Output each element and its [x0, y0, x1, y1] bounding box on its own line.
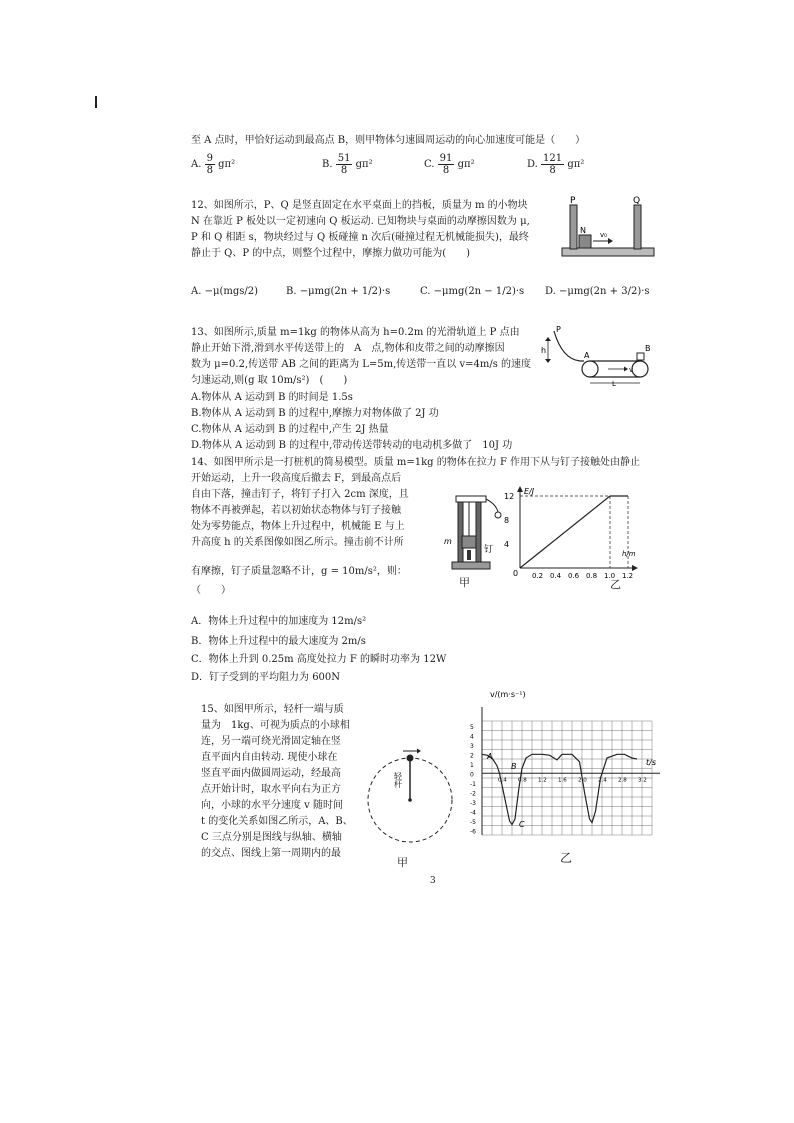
q15-velocity-curve — [482, 754, 637, 824]
q15-line-6: 点开始计时，取水平向右为正方 — [201, 784, 341, 795]
q15-x-tick: 3.2 — [638, 777, 647, 784]
q15-y-tick: -1 — [470, 780, 476, 788]
q12-label-n: N — [580, 226, 586, 235]
q13-line-3: 数为 μ=0.2,传送带 AB 之间的距离为 L=5m,传送带一直以 v=4m/s 的速度 — [191, 359, 532, 370]
q14-base — [452, 562, 490, 569]
q14-line-3: 自由下落，撞击钉子，将钉子打入 2cm 深度，且 — [191, 489, 409, 500]
q15-line-8: t 的变化关系如图乙所示，A、B、 — [201, 816, 353, 827]
q15-rod-label: 轻杆 — [393, 772, 403, 788]
q15-point-c: C — [519, 820, 525, 829]
q11-option-c: C. $\frac{91}{8}$ gπ² — [424, 153, 475, 176]
q15-point-a: A — [487, 752, 493, 761]
page-number: 3 — [430, 876, 436, 886]
q14-line-4: 物体不再被弹起，若以初始状态物体与钉子接触 — [191, 505, 401, 516]
q15-x-tick: 0.8 — [518, 777, 527, 784]
q14-label-ding: 钉 — [484, 545, 494, 555]
q12-option-c: C. −μmg(2n − 1/2)·s — [420, 286, 525, 297]
q15-y-tick: 1 — [470, 761, 474, 769]
q13-slope — [554, 331, 584, 361]
q14-nail — [467, 550, 471, 560]
q15-line-7: 向，小球的水平分速度 v 随时间 — [201, 800, 344, 811]
q15-y-tick: -3 — [470, 799, 476, 807]
q14-option-b: B．物体上升过程中的最大速度为 2m/s — [191, 636, 366, 647]
q13-label-h: h — [541, 346, 547, 355]
q14-frame-left — [458, 502, 463, 562]
q13-line-1: 13、如图所示,质量 m=1kg 的物体从高为 h=0.2m 的光滑轨道上 P 点由 — [191, 327, 520, 338]
q14-energy-line — [520, 496, 610, 568]
q13-line-2: 静止开始下滑,滑到水平传送带上的 A 点,物体和皮带之间的动摩擦因 — [191, 343, 505, 354]
q15-y-tick: 4 — [470, 733, 474, 741]
q12-label-p: P — [570, 196, 576, 206]
q12-line-1: 12、如图所示，P、Q 是竖直固定在水平桌面上的挡板，质量为 m 的小物块 — [191, 200, 528, 211]
q12-line-4: 静止于 Q、P 的中点，则整个过程中，摩擦力做功可能为( ) — [191, 248, 471, 259]
q15-figure-jia — [362, 738, 462, 848]
q12-plate-p — [570, 205, 577, 249]
q15-x-tick: 2.8 — [618, 777, 627, 784]
q14-x-tick: 1.2 — [622, 572, 634, 580]
q13-line-4: 匀速运动,则(g 取 10m/s²) ( ) — [191, 375, 348, 386]
q13-figure — [540, 325, 660, 387]
q13-option-b: B.物体从 A 运动到 B 的过程中,摩擦力对物体做了 2J 功 — [191, 408, 439, 419]
q15-ylabel: v/(m·s⁻¹) — [490, 690, 526, 699]
q14-label-m: m — [444, 537, 452, 546]
q15-y-tick: -6 — [470, 828, 476, 836]
q15-line-1: 15、如图甲所示，轻杆一端与质 — [201, 704, 344, 715]
q15-x-tick: 2.4 — [598, 777, 607, 784]
q14-line-5: 处为零势能点，物体上升过程中，机械能 E 与上 — [191, 521, 405, 532]
q15-y-tick: 2 — [470, 752, 474, 760]
q11-option-a: A. $\frac{9}{8}$ gπ² — [191, 153, 236, 176]
q13-pulley-left — [582, 361, 598, 377]
q14-line-2: 开始运动，上升一段高度后撤去 F，到最高点后 — [191, 473, 402, 484]
q15-y-tick: -5 — [470, 818, 476, 826]
q13-label-v: v — [629, 366, 634, 374]
q15-xlabel: t/s — [646, 758, 656, 767]
q11-stem: 至 A 点时，甲恰好运动到最高点 B，则甲物体匀速圆周运动的向心加速度可能是（ ） — [191, 135, 586, 146]
q12-block-n — [579, 235, 591, 248]
q13-option-a: A.物体从 A 运动到 B 的时间是 1.5s — [191, 392, 353, 403]
q13-option-c: C.物体从 A 运动到 B 的过程中,产生 2J 热量 — [191, 424, 389, 435]
q15-ball — [407, 755, 414, 762]
q12-option-a: A. −μ(mgs/2) — [191, 286, 259, 297]
q13-label-p: P — [556, 325, 561, 334]
q15-line-4: 直平面内自由转动. 现使小球在 — [201, 752, 338, 763]
q15-caption-yi: 乙 — [560, 851, 573, 865]
q14-frame-top — [456, 496, 486, 502]
q15-y-tick: 0 — [470, 771, 474, 779]
q12-option-d: D. −μmg(2n + 3/2)·s — [545, 286, 650, 297]
q15-velocity-chart — [470, 685, 666, 845]
q12-line-3: P 和 Q 相距 s，物块经过与 Q 板碰撞 n 次后(碰撞过程无机械能损失)，最终 — [191, 232, 529, 243]
q14-x-tick: 0.4 — [550, 572, 562, 580]
q15-y-tick: 3 — [470, 742, 474, 750]
q14-caption-yi: 乙 — [610, 578, 621, 591]
q13-option-d: D.物体从 A 运动到 B 的过程中,带动传送带转动的电动机多做了 10J 功 — [191, 440, 513, 451]
q14-option-a: A．物体上升过程中的加速度为 12m/s² — [191, 616, 367, 627]
q14-y-tick: 12 — [504, 492, 515, 501]
q12-plate-q — [634, 205, 641, 249]
q12-line-2: N 在靠近 P 板处以一定初速向 Q 板运动. 已知物块与桌面的动摩擦因数为 μ, — [191, 216, 530, 227]
q15-line-10: 的交点、图线上第一周期内的最 — [201, 848, 341, 859]
q12-label-v0: v₀ — [600, 231, 607, 239]
q14-origin: 0 — [513, 569, 519, 578]
q14-line-1: 14、如图甲所示是一打桩机的简易模型。质量 m=1kg 的物体在拉力 F 作用下从与钉子接触处由静止 — [191, 457, 641, 468]
q14-caption-jia: 甲 — [459, 576, 470, 589]
q14-paren: （ ） — [191, 585, 231, 596]
q12-label-q: Q — [633, 196, 641, 206]
q14-energy-chart — [500, 484, 640, 580]
q15-line-3: 连，另一端可绕光滑固定轴在竖 — [201, 736, 341, 747]
q13-label-l: L — [612, 380, 616, 387]
q15-pivot — [408, 798, 412, 802]
q12-option-b: B. −μmg(2n + 1/2)·s — [286, 286, 391, 297]
q14-y-tick: 4 — [504, 540, 510, 549]
q15-x-tick: 1.2 — [538, 777, 547, 784]
q14-line-6: 升高度 h 的关系图像如图乙所示。撞击前不计所 — [191, 537, 404, 548]
q15-caption-jia: 甲 — [397, 856, 408, 869]
scan-mark — [95, 96, 97, 108]
q14-frame-right — [476, 502, 481, 562]
q14-option-d: D．钉子受到的平均阻力为 600N — [191, 672, 341, 683]
q15-line-5: 竖直平面内做圆周运动，经最高 — [201, 768, 341, 779]
q14-x-tick: 1.0 — [604, 572, 616, 580]
q15-line-9: C 三点分别是图线与纵轴、横轴 — [201, 832, 342, 843]
q12-figure — [560, 193, 656, 259]
q14-y-tick: 8 — [504, 516, 510, 525]
q11-option-d: D. $\frac{121}{8}$ gπ² — [527, 153, 585, 176]
q11-option-b: B. $\frac{51}{8}$ gπ² — [322, 153, 373, 176]
q14-x-tick: 0.2 — [532, 572, 544, 580]
q14-x-tick: 0.6 — [568, 572, 580, 580]
q13-label-a: A — [584, 351, 590, 360]
q14-x-tick: 0.8 — [586, 572, 598, 580]
q13-label-b: B — [645, 344, 651, 353]
q15-line-2: 量为 1kg、可视为质点的小球相 — [201, 720, 350, 731]
q15-x-tick: 2.0 — [578, 777, 587, 784]
q13-pulley-right — [632, 361, 648, 377]
q14-mass — [462, 536, 476, 548]
q14-xlabel: h/m — [622, 550, 636, 558]
q15-y-tick: 5 — [470, 723, 474, 731]
q15-x-tick: 1.6 — [558, 777, 567, 784]
q14-line-7: 有摩擦，钉子质量忽略不计，g = 10m/s²，则： — [191, 566, 407, 577]
q15-y-tick: -2 — [470, 790, 476, 798]
q14-option-c: C．物体上升到 0.25m 高度处拉力 F 的瞬时功率为 12W — [191, 654, 447, 665]
q15-y-tick: -4 — [470, 809, 476, 817]
q14-ylabel: E/J — [524, 487, 535, 496]
q15-x-tick: 0.4 — [498, 777, 507, 784]
q15-point-b: B — [511, 762, 517, 771]
